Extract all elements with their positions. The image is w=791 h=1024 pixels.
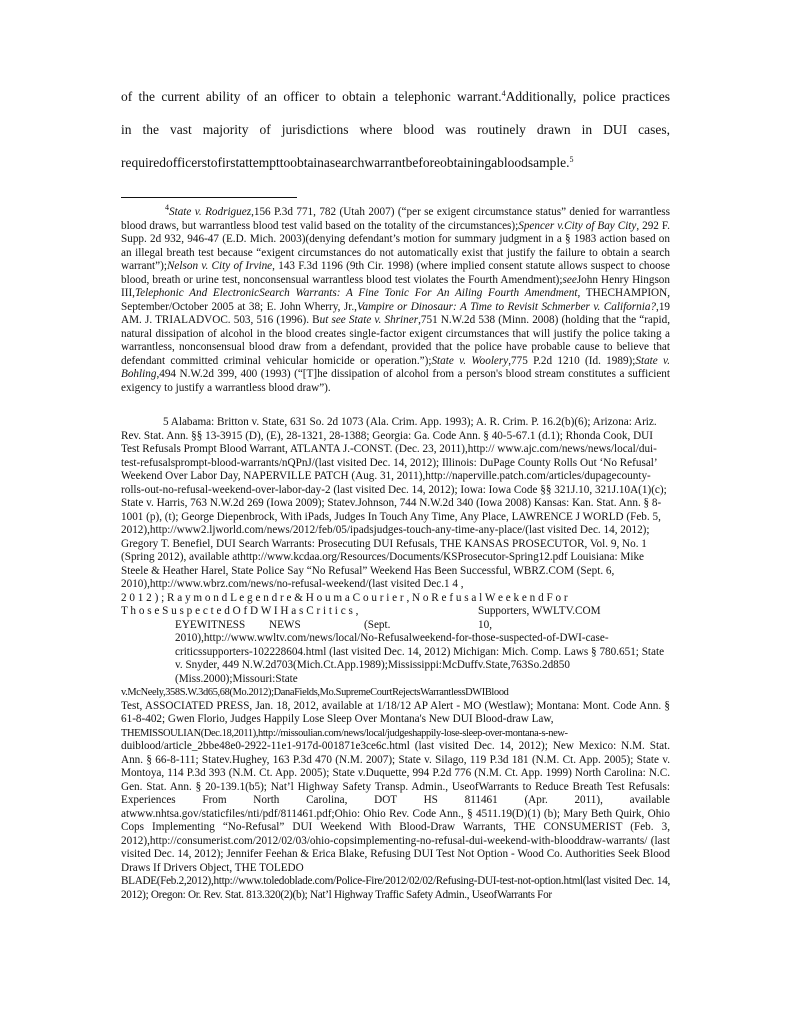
- body-line-1: of the current ability of an officer to obtain a telephonic warrant.$^4$Additionally, police practices: [121, 89, 670, 104]
- footnote-ref-4: 4: [501, 89, 506, 98]
- body-line-3: requiredofficerstofirstattempttoobtainasearchwarrantbeforeobtainingabloodsample.$^5$: [121, 155, 574, 170]
- footnote-ref-5: 5: [569, 155, 574, 164]
- footnote-5: 5 Alabama: Britton v. State, 631 So. 2d 1073 (Ala. Crim. App. 1993); A. R. Crim. P. 16.2(b)(6); Arizona: Ariz. Rev. Stat. Ann. §§ 13-3915 (D), (E), 28-1321, 28-1388; Georgia: Ga. Code Ann. § 40-5-67.1 (d.1); Rhonda Cook, DUI Test Refusals Prompt Blood Warrant, ATLANTA J.-CONST. (Dec. 23, 2011),http:// www.ajc.com/news/news/local/dui-test-refusalsprompt-blood-warrants/nQPnJ/(last visited Dec. 14, 2012); Illinois: DuPage County Rolls Out ‘No Refusal’ Weekend Over Labor Day, NAPERVILLE PATCH (Aug. 31, 2011),http://naperville.patch.com/articles/dupagecounty-rolls-out-no-refusal-weekend-over-labor-day-2 (last visited Dec. 14, 2012); Iowa: Iowa Code §§ 321J.10, 321J.10A(1)(c); State v. Harris, 763 N.W.2d 269 (Iowa 2009); Statev.Johnson, 744 N.W.2d 340 (Iowa 2008) Kansas: Kan. Stat. Ann. § 8-1001 (p), (t); George Diepenbrock, With iPads, Judges In Touch Any Time, Any Place, LAWRENCE J WORLD (Feb. 5, 2012),http://www2.ljworld.com/news/2012/feb/05/ipadsjudges-touch-any-time-any-place/(last visited Dec. 14, 2012); Gregory T. Benefiel, DUI Search Warrants: Prosecuting DUI Refusals, THE KANSAS PROSECUTOR, Vol. 9, No. 1 (Spring 2012), available athttp://www.kcdaa.org/Resources/Documents/KSProsecutor-Spring12.pdf Louisiana: Mike Steele & Heather Harel, State Police Say “No Refusal” Weekend Has Been Successful, WBRZ.COM (Sept. 6, 2010),http://www.wbrz.com/news/no-refusal-weekend/(last visited Dec.1 4 , 2 0 1 2 ) ; R a y m o n d L e g e n d r e & H o u m a C o u r i e r , N o R e f u s a l W e e k e n d F o r T h o s e S u s p e c t e d O f D W I H a s C r i t i c s , Supporters, WWLTV.COM EYEWITNESS NEWS (Sept. 10, 2010),http://www.wwltv.com/news/local/No-Refusalweekend-for-those-suspected-of-DWI-case-criticssupporters-102228604.html (last visited Dec. 14, 2012) Michigan: Mich. Comp. Laws § 780.651; State v. Snyder, 449 N.W.2d703(Mich.Ct.App.1989);Mississippi:McDuffv.State,763So.2d850 (Miss.2000);Missouri:State v.McNeely,358S.W.3d65,68(Mo.2012);DanaFields,Mo.SupremeCourtRejectsWarrantlessDWIBlood Test, ASSOCIATED PRESS, Jan. 18, 2012, available at 1/18/12 AP Alert - MO (Westlaw); Montana: Mont. Code Ann. § 61-8-402; Gwen Florio, Judges Happily Lose Sleep Over Montana's New DUI Blood-draw Law, THEMISSOULIAN(Dec.18,2011),http://missoulian.com/news/local/judgeshappily-lose-sleep-over-montana-s-new- duiblood/article_2bbe48e0-2922-11e1-917d-001871e3ce6c.html (last visited Dec. 14, 2012); New Mexico: N.M. Stat. Ann. § 66-8-111; Statev.Hughey, 163 P.3d 470 (N.M. 2007); State v. Silago, 119 P.3d 181 (N.M. Ct. App. 2005); State v. Montoya, 114 P.3d 393 (N.M. Ct. App. 2005); State v.Duquette, 994 P.2d 776 (N.M. Ct. App. 1999) North Carolina: N.C. Gen. Stat. Ann. § 20-139.1(b5); Nat’l Highway Safety Transp. Admin., UseofWarrants to Reduce Breath Test Refusals: Experiences From North Carolina, DOT HS 811461 (Apr. 2011), available atwww.nhtsa.gov/staticfiles/nti/pdf/811461.pdf;Ohio: Ohio Rev. Code Ann., § 4511.19(D)(1) (b); Mary Beth Quirk, Ohio Cops Implementing “No-Refusal” DUI Weekend With Blood-Draw Warrants, THE CONSUMERIST (Feb. 3, 2012),http://consumerist.com/2012/02/03/ohio-copsimplementing-no-refusal-dui-weekend-with-blooddraw-warrants/ (last visited Dec. 14, 2012); Jennifer Feehan & Erica Blake, Refusing DUI Test Not Option - Wood Co. Authorities Seek Blood Draws If Drivers Object, THE TOLEDO BLADE(Feb.2,2012),http://www.toledoblade.com/Police-Fire/2012/02/02/Refusing-DUI-test-not-option.html(last visited Dec. 14, 2012); Oregon: Or. Rev. Stat. 813.320(2)(b); Nat’l Highway Traffic Safety Admin., UseofWarrants For: [121, 416, 670, 901]
- footnote-4: $^4$State v. Rodriguez,156 P.3d 771, 782 (Utah 2007) (“per se exigent circumstance status” denied for warrantless blood draws, but warrantless blood test valid based on the totality of the circumstances);Spencer v.City of Bay City, 292 F. Supp. 2d 932, 946-47 (E.D. Mich. 2003)(denying defendant’s motion for summary judgment in a § 1983 action based on an illegal breath test because “exigent circumstances do not automatically exist that justify the failure to obtain a search warrant”);Nelson v. City of Irvine, 143 F.3d 1196 (9th Cir. 1998) (where implied consent statute allows suspect to choose blood, breath or urine test, nonconsensual warrantless blood test violates the Fourth Amendment);seeJohn Henry Hingson III,Telephonic And ElectronicSearch Warrants: A Fine Tonic For An Ailing Fourth Amendment, THECHAMPION, September/October 2005 at 38; E. John Wherry, Jr.,Vampire or Dinosaur: A Time to Revisit Schmerber v. California?,19 AM. J. TRIALADVOC. 503, 516 (1996). But see State v. Shriner,751 N.W.2d 538 (Minn. 2008) (holding that the “rapid, natural dissipation of alcohol in the blood creates single-factor exigent circumstances that will justify the police taking a warrantless, nonconsensual blood draw from a defendant, provided that the police have probable cause to believe that defendant committed criminal vehicular homicide or operation.”);State v. Woolery,775 P.2d 1210 (Id. 1989);State v. Bohling,494 N.W.2d 399, 400 (1993) (“[T]he dissipation of alcohol from a person's blood stream constitutes a sufficient exigency to justify a warrantless blood draw”).: [121, 203, 671, 394]
- body-line-2: in the vast majority of jurisdictions where blood was routinely drawn in DUI cases,: [121, 122, 670, 137]
- footnote-separator: [121, 197, 297, 198]
